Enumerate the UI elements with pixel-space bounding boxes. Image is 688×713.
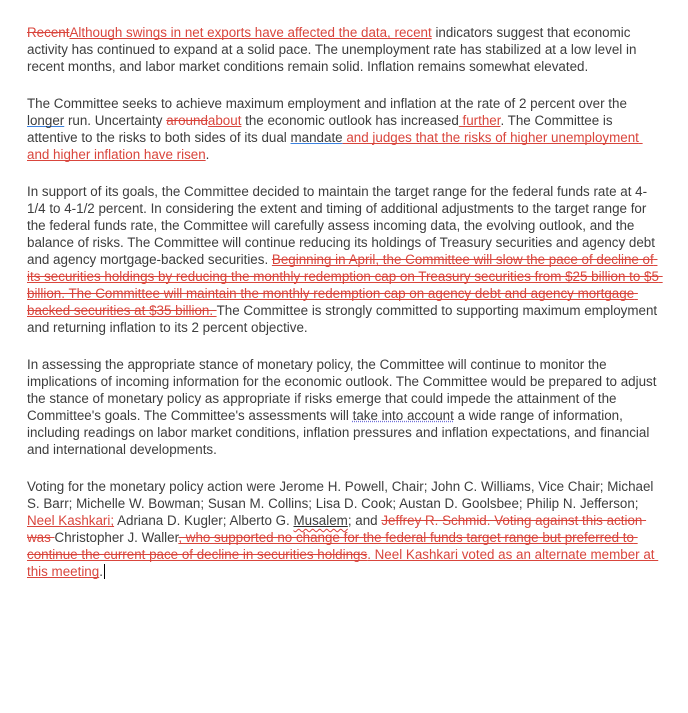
text-run: the economic outlook has increased: [241, 113, 459, 128]
text-run: Voting for the monetary policy action were Jerome H. Powell, Chair; John C. Williams, Vice Chair; Michael S. Barr; Michelle W. Bowman; Susan M. Collins; Lisa D. Cook; Austan D. Goolsbee; Philip N. Jefferson;: [27, 479, 658, 511]
paragraph-4: [27, 356, 661, 458]
document-body: [27, 24, 661, 580]
deleted-text: around: [166, 113, 208, 128]
paragraph-3: [27, 183, 661, 336]
inserted-text: Neel Kashkari;: [27, 513, 115, 528]
misspelled-word: [293, 513, 347, 528]
deleted-text: Jeffrey R. Schmid. Voting against this action was: [27, 513, 647, 545]
inserted-text: and judges that the risks of higher unemployment and higher inflation have risen: [27, 130, 643, 162]
inserted-text: about: [207, 113, 242, 128]
changed-word: longer: [27, 113, 65, 128]
text-run: a wide range of information, including readings on labor market conditions, inflation pressures and inflation expectations, and financial and international developments.: [27, 408, 654, 457]
paragraph-1: [27, 24, 661, 75]
text-run: In assessing the appropriate stance of monetary policy, the Committee will continue to monitor the implications of incoming information for the economic outlook. The Committee would be prepared to adjust the stance of monetary policy as appropriate if risks emerge that could impede the attainment of the Committee's goals. The Committee's assessments will: [27, 357, 661, 423]
text-run: ; and: [347, 513, 382, 528]
changed-word: mandate: [290, 130, 343, 145]
text-run: Adriana D. Kugler; Alberto G.: [114, 513, 294, 528]
text-run: . The Committee is attentive to the risks to both sides of its dual: [27, 113, 617, 145]
dotted-marked-phrase: take into account: [352, 408, 454, 423]
text-run: Christopher J. Waller: [54, 530, 179, 545]
paragraph-5: [27, 478, 661, 580]
text-cursor: [104, 564, 106, 579]
text-run: In support of its goals, the Committee decided to maintain the target range for the federal funds rate at 4-1/4 to 4-1/2 percent. In considering the extent and timing of additional adjustments to the target range for the federal funds rate, the Committee will carefully assess incoming data, the evolving outlook, and the balance of risks. The Committee will continue reducing its holdings of Treasury securities and agency debt and agency mortgage-backed securities.: [27, 184, 659, 267]
spellcheck-squiggle: Musalem: [293, 513, 348, 528]
text-run: The Committee seeks to achieve maximum employment and inflation at the rate of 2 percent over the: [27, 96, 631, 111]
inserted-text: . Neel Kashkari voted as an alternate member at this meeting: [27, 547, 659, 579]
text-run: The Committee is strongly committed to supporting maximum employment and returning inflation to its 2 percent objective.: [27, 303, 661, 335]
inserted-text: further: [458, 113, 501, 128]
deleted-text-with-underline: Beginning in April, the Committee will slow the pace of decline of its securities holdings by reducing the monthly redemption cap on Treasury securities from $25 billion to $5 billion. The Committee will maintain the monthly redemption cap on agency debt and agency mortgage backed securities at $35 billion.: [27, 252, 663, 318]
text-run: run. Uncertainty: [64, 113, 167, 128]
deleted-text: Recent: [27, 25, 70, 40]
deleted-text-with-underline: , who supported no change for the federal funds target range but preferred to continue the current pace of decline in securities holdings: [27, 530, 638, 562]
text-run: .: [205, 147, 210, 162]
text-run: .: [99, 564, 103, 579]
text-run: indicators suggest that economic activity has continued to expand at a solid pace. The unemployment rate has stabilized at a low level in recent months, and labor market conditions remain solid. Inflation remains somewhat elevated.: [27, 25, 641, 74]
paragraph-2: [27, 95, 661, 163]
inserted-text: Although swings in net exports have affected the data, recent: [69, 25, 432, 40]
